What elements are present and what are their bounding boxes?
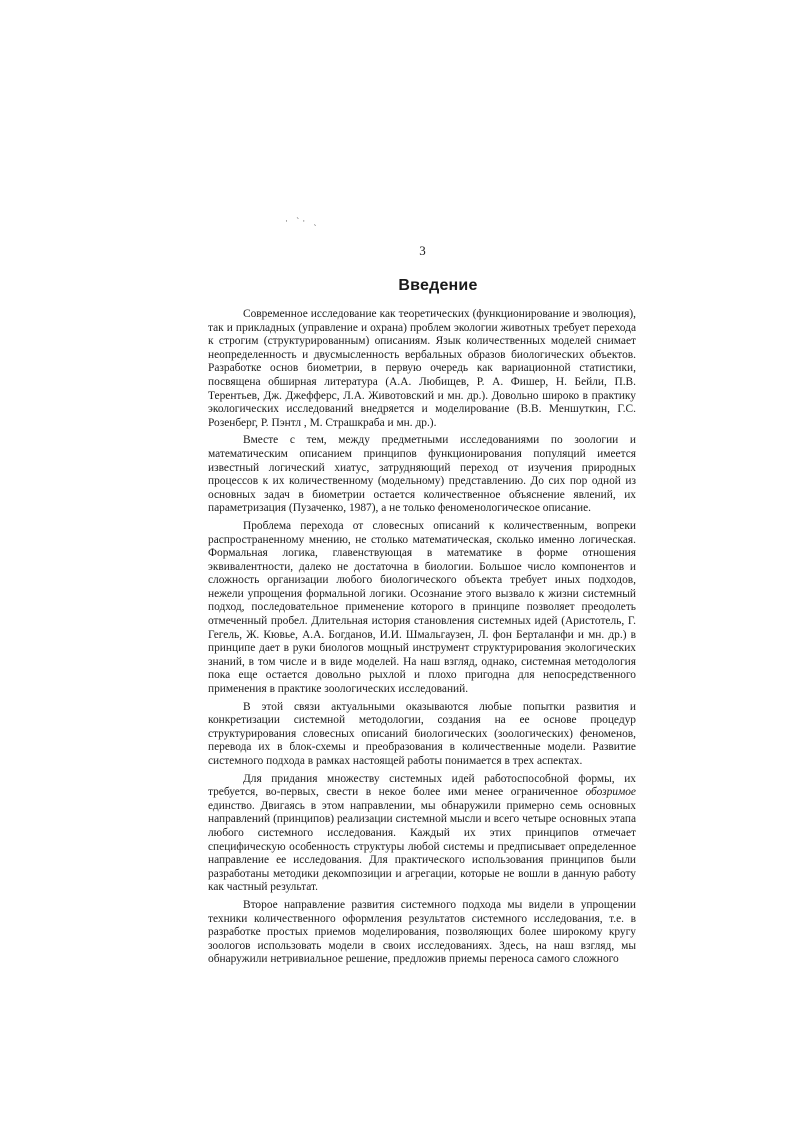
scan-speck: · `· ˏ — [285, 216, 320, 226]
paragraph-1: Современное исследование как теоретических (функционирование и эволюция), так и прикладных (управление и охрана) проблем экологии животных требует перехода к строгим (структурированным) описаниям. Язык количественных моделей снимает неопределенность и двусмысленность вербальных образов биологических объектов. Разработке основ биометрии, в первую очередь как вариационной статистики, посвящена обширная литература (А.А. Любищев, Р. А. Фишер, Н. Бейли, П.В. Терентьев, Дж. Джефферс, Л.А. Животовский и мн. др.). Довольно широко в практику экологических исследований внедряется и моделирование (В.В. Меншуткин, Г.С. Розенберг, Р. Пэнтл , М. Страшкраба и мн. др.). — [208, 308, 636, 429]
page-number: 3 — [419, 243, 426, 258]
paragraph-4: В этой связи актуальными оказываются любые попытки развития и конкретизации системной методологии, создания на ее основе процедур структурирования словесных описаний биологических (зоологических) феноменов, перевода их в блок-схемы и преобразования в количественные модели. Развитие системного подхода в рамках настоящей работы понимается в трех аспектах. — [208, 700, 636, 767]
paragraph-2: Вместе с тем, между предметными исследованиями по зоологии и математическим описанием принципов функционирования популяций имеется известный логический хиатус, затрудняющий переход от изучения природных процессов к их количественному (модельному) представлению. До сих пор одной из основных задач в биометрии остается количественное объяснение явлений, их параметризация (Пузаченко, 1987), а не только феноменологическое описание. — [208, 434, 636, 515]
paragraph-6: Второе направление развития системного подхода мы видели в упрощении техники количественного оформления результатов системного исследования, т.е. в разработке простых приемов моделирования, позволяющих более широкому кругу зоологов использовать модели в своих исследованиях. Здесь, на наш взгляд, мы обнаружили нетривиальное решение, предложив приемы переноса самого сложного — [208, 898, 636, 966]
paragraph-5-end: единство. Двигаясь в этом направлении, мы обнаружили примерно семь основных направлений (принципов) реализации системной мысли и всего четыре основных этапа любого системного исследования. Каждый их этих принципов отмечает специфическую особенность структуры любой системы и предписывает определенное направление ее исследования. Для практического использования принципов были разработаны методики декомпозиции и агрегации, которые не вошли в данную работу как частный результат. — [208, 799, 636, 894]
paragraph-3: Проблема перехода от словесных описаний к количественным, вопреки распространенному мнению, не столько математическая, сколько именно логическая. Формальная логика, главенствующая в математике в форме отношения эквивалентности, далеко не достаточна в биологии. Большое число компонентов и сложность организации любого биологического объекта требует иных подходов, нежели упрощения формальной логики. Осознание этого вызвало к жизни системный подход, последовательное применение которого в принципе позволяет преодолеть отмеченный пробел. Длительная история становления системных идей (Аристотель, Г. Гегель, Ж. Кювье, А.А. Богданов, И.И. Шмальгаузен, Л. фон Берталанфи и мн. др.) в принципе дает в руки биологов мощный инструмент структурирования экологических знаний, в том числе и в виде моделей. На наш взгляд, однако, системная методология пока еще остается довольно рыхлой и плохо пригодна для непосредственного применения в практике зоологических исследований. — [208, 519, 636, 696]
paragraph-5 — [208, 773, 636, 895]
section-heading: Введение — [398, 277, 478, 294]
body-text — [208, 308, 636, 971]
paragraph-5-start: Для придания множеству системных идей работоспособной формы, их требуется, во-первых, свести в некое более ими менее ограниченное — [208, 772, 636, 799]
paragraph-5-italic: обозримое — [585, 786, 636, 799]
